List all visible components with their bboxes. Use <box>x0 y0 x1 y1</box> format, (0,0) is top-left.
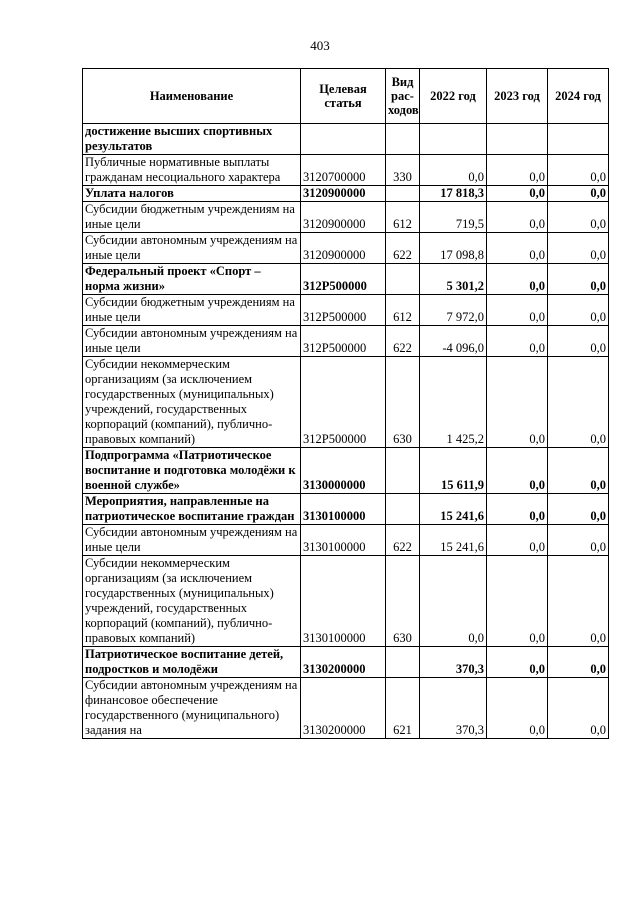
row-2024: 0,0 <box>548 494 609 525</box>
row-2023: 0,0 <box>487 448 548 494</box>
row-vid <box>386 264 420 295</box>
row-code: 3130000000 <box>301 448 386 494</box>
row-2023: 0,0 <box>487 155 548 186</box>
row-2022: 7 972,0 <box>420 295 487 326</box>
row-2023: 0,0 <box>487 264 548 295</box>
row-2024: 0,0 <box>548 525 609 556</box>
row-name: Мероприятия, направленные на патриотическое воспитание граждан <box>83 494 301 525</box>
row-2022: 15 241,6 <box>420 494 487 525</box>
row-vid: 621 <box>386 678 420 739</box>
row-2022: 719,5 <box>420 202 487 233</box>
row-2022: 17 098,8 <box>420 233 487 264</box>
row-name: Субсидии некоммерческим организациям (за исключением государственных (муниципальных) учреждений, государственных корпораций (компаний), публично-правовых компаний) <box>83 357 301 448</box>
table-row <box>83 357 609 448</box>
row-name: Субсидии автономным учреждениям на финансовое обеспечение государственного (муниципального) задания на <box>83 678 301 739</box>
row-code: 3120900000 <box>301 233 386 264</box>
table-body <box>83 124 609 739</box>
table-row <box>83 678 609 739</box>
row-name: Субсидии автономным учреждениям на иные цели <box>83 525 301 556</box>
row-code: 3130100000 <box>301 556 386 647</box>
row-2022: 15 611,9 <box>420 448 487 494</box>
row-vid: 630 <box>386 556 420 647</box>
row-vid <box>386 448 420 494</box>
row-code: 3130200000 <box>301 647 386 678</box>
row-2023: 0,0 <box>487 326 548 357</box>
row-2023: 0,0 <box>487 494 548 525</box>
row-2022: -4 096,0 <box>420 326 487 357</box>
row-2023: 0,0 <box>487 202 548 233</box>
row-2022 <box>420 124 487 155</box>
row-name: Публичные нормативные выплаты гражданам несоциального характера <box>83 155 301 186</box>
table-row <box>83 647 609 678</box>
row-2024: 0,0 <box>548 556 609 647</box>
row-2024: 0,0 <box>548 295 609 326</box>
row-vid: 630 <box>386 357 420 448</box>
row-vid: 330 <box>386 155 420 186</box>
table-row <box>83 233 609 264</box>
row-name: Субсидии автономным учреждениям на иные цели <box>83 326 301 357</box>
row-name: достижение высших спортивных результатов <box>83 124 301 155</box>
row-code <box>301 124 386 155</box>
row-2022: 0,0 <box>420 155 487 186</box>
table-row <box>83 186 609 202</box>
row-2024: 0,0 <box>548 186 609 202</box>
row-2024: 0,0 <box>548 326 609 357</box>
row-name: Федеральный проект «Спорт – норма жизни» <box>83 264 301 295</box>
row-2024: 0,0 <box>548 448 609 494</box>
row-name: Уплата налогов <box>83 186 301 202</box>
row-2023 <box>487 124 548 155</box>
row-2024 <box>548 124 609 155</box>
row-2023: 0,0 <box>487 525 548 556</box>
row-code: 3120700000 <box>301 155 386 186</box>
row-2024: 0,0 <box>548 202 609 233</box>
budget-table <box>82 68 609 739</box>
row-2024: 0,0 <box>548 357 609 448</box>
row-2022: 370,3 <box>420 678 487 739</box>
header-2023: 2023 год <box>487 69 548 124</box>
header-vid: Вид рас-ходов <box>386 69 420 124</box>
row-2022: 17 818,3 <box>420 186 487 202</box>
table-row <box>83 202 609 233</box>
row-2023: 0,0 <box>487 556 548 647</box>
row-name: Субсидии бюджетным учреждениям на иные цели <box>83 202 301 233</box>
row-vid <box>386 647 420 678</box>
row-2022: 1 425,2 <box>420 357 487 448</box>
row-code: 312P500000 <box>301 295 386 326</box>
row-code: 3130100000 <box>301 494 386 525</box>
row-vid: 612 <box>386 295 420 326</box>
row-code: 3120900000 <box>301 186 386 202</box>
row-2022: 370,3 <box>420 647 487 678</box>
row-code: 3130100000 <box>301 525 386 556</box>
header-code: Целевая статья <box>301 69 386 124</box>
header-2024: 2024 год <box>548 69 609 124</box>
table-row <box>83 448 609 494</box>
row-2022: 0,0 <box>420 556 487 647</box>
row-name: Субсидии автономным учреждениям на иные цели <box>83 233 301 264</box>
row-code: 3130200000 <box>301 678 386 739</box>
row-code: 312P500000 <box>301 357 386 448</box>
row-vid <box>386 186 420 202</box>
row-2022: 15 241,6 <box>420 525 487 556</box>
row-code: 312P500000 <box>301 264 386 295</box>
row-2024: 0,0 <box>548 647 609 678</box>
row-name: Патриотическое воспитание детей, подростков и молодёжи <box>83 647 301 678</box>
row-2024: 0,0 <box>548 678 609 739</box>
table-row <box>83 525 609 556</box>
row-2024: 0,0 <box>548 155 609 186</box>
table-row <box>83 556 609 647</box>
table-row <box>83 155 609 186</box>
table-row <box>83 264 609 295</box>
row-vid <box>386 124 420 155</box>
row-vid: 622 <box>386 525 420 556</box>
row-name: Субсидии бюджетным учреждениям на иные цели <box>83 295 301 326</box>
row-2024: 0,0 <box>548 264 609 295</box>
table-header-row <box>83 69 609 124</box>
row-code: 3120900000 <box>301 202 386 233</box>
row-name: Субсидии некоммерческим организациям (за исключением государственных (муниципальных) учреждений, государственных корпораций (компаний), публично-правовых компаний) <box>83 556 301 647</box>
row-vid <box>386 494 420 525</box>
row-2023: 0,0 <box>487 186 548 202</box>
row-code: 312P500000 <box>301 326 386 357</box>
header-name: Наименование <box>83 69 301 124</box>
header-2022: 2022 год <box>420 69 487 124</box>
table-row <box>83 494 609 525</box>
row-vid: 612 <box>386 202 420 233</box>
row-2023: 0,0 <box>487 295 548 326</box>
table-row <box>83 124 609 155</box>
row-2023: 0,0 <box>487 678 548 739</box>
row-2023: 0,0 <box>487 647 548 678</box>
row-2024: 0,0 <box>548 233 609 264</box>
row-vid: 622 <box>386 233 420 264</box>
table-row <box>83 295 609 326</box>
row-vid: 622 <box>386 326 420 357</box>
row-2022: 5 301,2 <box>420 264 487 295</box>
row-2023: 0,0 <box>487 357 548 448</box>
table-row <box>83 326 609 357</box>
row-2023: 0,0 <box>487 233 548 264</box>
row-name: Подпрограмма «Патриотическое воспитание и подготовка молодёжи к военной службе» <box>83 448 301 494</box>
page-number: 403 <box>310 38 330 53</box>
